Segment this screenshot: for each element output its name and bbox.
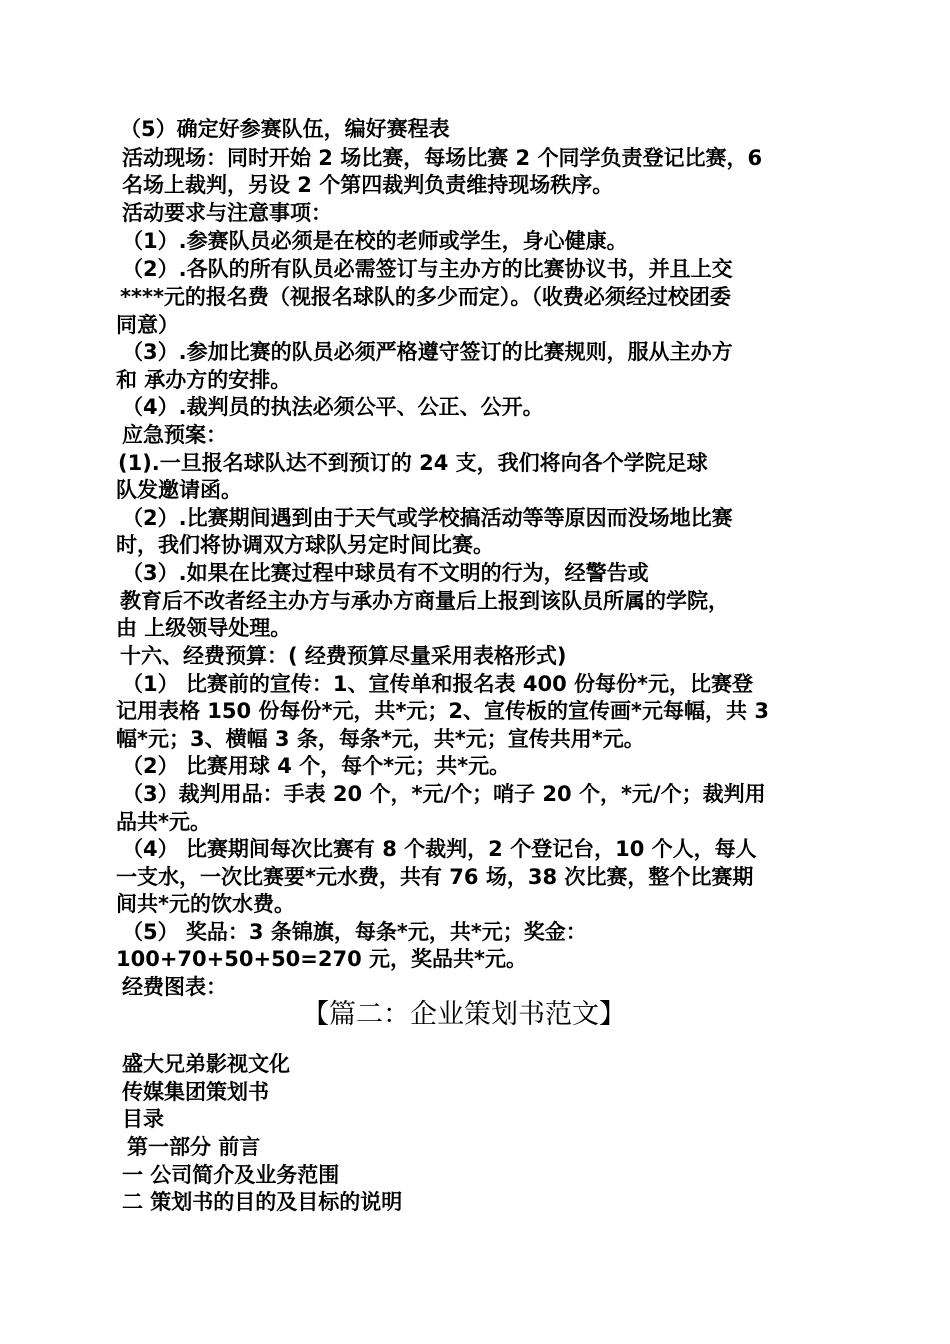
text-line-8: 同意） bbox=[116, 313, 179, 337]
text-line-37: 一 公司简介及业务范围 bbox=[122, 1163, 340, 1187]
text-line-29: 间共*元的饮水费。 bbox=[116, 892, 295, 916]
text-line-11: （4）.裁判员的执法必须公平、公正、公开。 bbox=[122, 395, 544, 419]
text-line-18: 教育后不改者经主办方与承办方商量后上报到该队员所属的学院， bbox=[120, 589, 729, 613]
text-line-10: 和 承办方的安排。 bbox=[116, 368, 292, 392]
text-line-20: 十六、经费预算：( 经费预算尽量采用表格形式) bbox=[120, 644, 567, 668]
text-line-19: 由 上级领导处理。 bbox=[116, 616, 292, 640]
text-line-7: ****元的报名费（视报名球队的多少而定）。（收费必须经过校团委 bbox=[120, 285, 731, 309]
part-heading: 【篇二：企业策划书范文】 bbox=[302, 999, 626, 1030]
text-line-28: 一支水，一次比赛要*元水费，共有 76 场，38 次比赛，整个比赛期 bbox=[116, 865, 754, 889]
text-line-22: 记用表格 150 份每份*元，共*元；2、宣传板的宣传画*元每幅，共 3 bbox=[116, 699, 769, 723]
text-line-1: （5）确定好参赛队伍，编好赛程表 bbox=[120, 117, 450, 141]
text-line-13: (1).一旦报名球队达不到预订的 24 支，我们将向各个学院足球 bbox=[118, 451, 708, 475]
text-line-25: （3）裁判用品：手表 20 个，*元/个；哨子 20 个，*元/个；裁判用 bbox=[122, 782, 766, 806]
text-line-27: （4） 比赛期间每次比赛有 8 个裁判，2 个登记台，10 个人，每人 bbox=[122, 837, 757, 861]
text-line-4: 活动要求与注意事项： bbox=[122, 201, 332, 225]
text-line-21: （1） 比赛前的宣传：1、宣传单和报名表 400 份每份*元，比赛登 bbox=[122, 672, 753, 696]
text-line-32: 经费图表： bbox=[122, 975, 227, 999]
text-line-15: （2）.比赛期间遇到由于天气或学校搞活动等等原因而没场地比赛 bbox=[122, 506, 733, 530]
text-line-26: 品共*元。 bbox=[116, 810, 211, 834]
text-line-31: 100+70+50+50=270 元，奖品共*元。 bbox=[116, 947, 528, 971]
text-line-33: 盛大兄弟影视文化 bbox=[122, 1052, 290, 1076]
text-line-17: （3）.如果在比赛过程中球员有不文明的行为，经警告或 bbox=[122, 561, 649, 585]
text-line-3: 名场上裁判，另设 2 个第四裁判负责维持现场秩序。 bbox=[122, 173, 614, 197]
text-line-9: （3）.参加比赛的队员必须严格遵守签订的比赛规则，服从主办方 bbox=[122, 340, 733, 364]
text-line-5: （1）.参赛队员必须是在校的老师或学生，身心健康。 bbox=[122, 229, 628, 253]
text-line-35: 目录 bbox=[122, 1107, 164, 1131]
text-line-14: 队发邀请函。 bbox=[116, 478, 242, 502]
text-line-34: 传媒集团策划书 bbox=[122, 1080, 269, 1104]
text-line-30: （5） 奖品：3 条锦旗，每条*元，共*元；奖金： bbox=[122, 920, 587, 944]
text-line-38: 二 策划书的目的及目标的说明 bbox=[122, 1190, 403, 1214]
text-line-23: 幅*元；3、横幅 3 条，每条*元，共*元；宣传共用*元。 bbox=[116, 727, 645, 751]
text-line-2: 活动现场：同时开始 2 场比赛，每场比赛 2 个同学负责登记比赛，6 bbox=[122, 146, 763, 170]
text-line-16: 时，我们将协调双方球队另定时间比赛。 bbox=[116, 533, 494, 557]
text-line-12: 应急预案： bbox=[122, 423, 227, 447]
text-line-24: （2） 比赛用球 4 个，每个*元；共*元。 bbox=[122, 754, 511, 778]
text-line-36: 第一部分 前言 bbox=[127, 1135, 261, 1159]
text-line-6: （2）.各队的所有队员必需签订与主办方的比赛协议书，并且上交 bbox=[122, 257, 733, 281]
